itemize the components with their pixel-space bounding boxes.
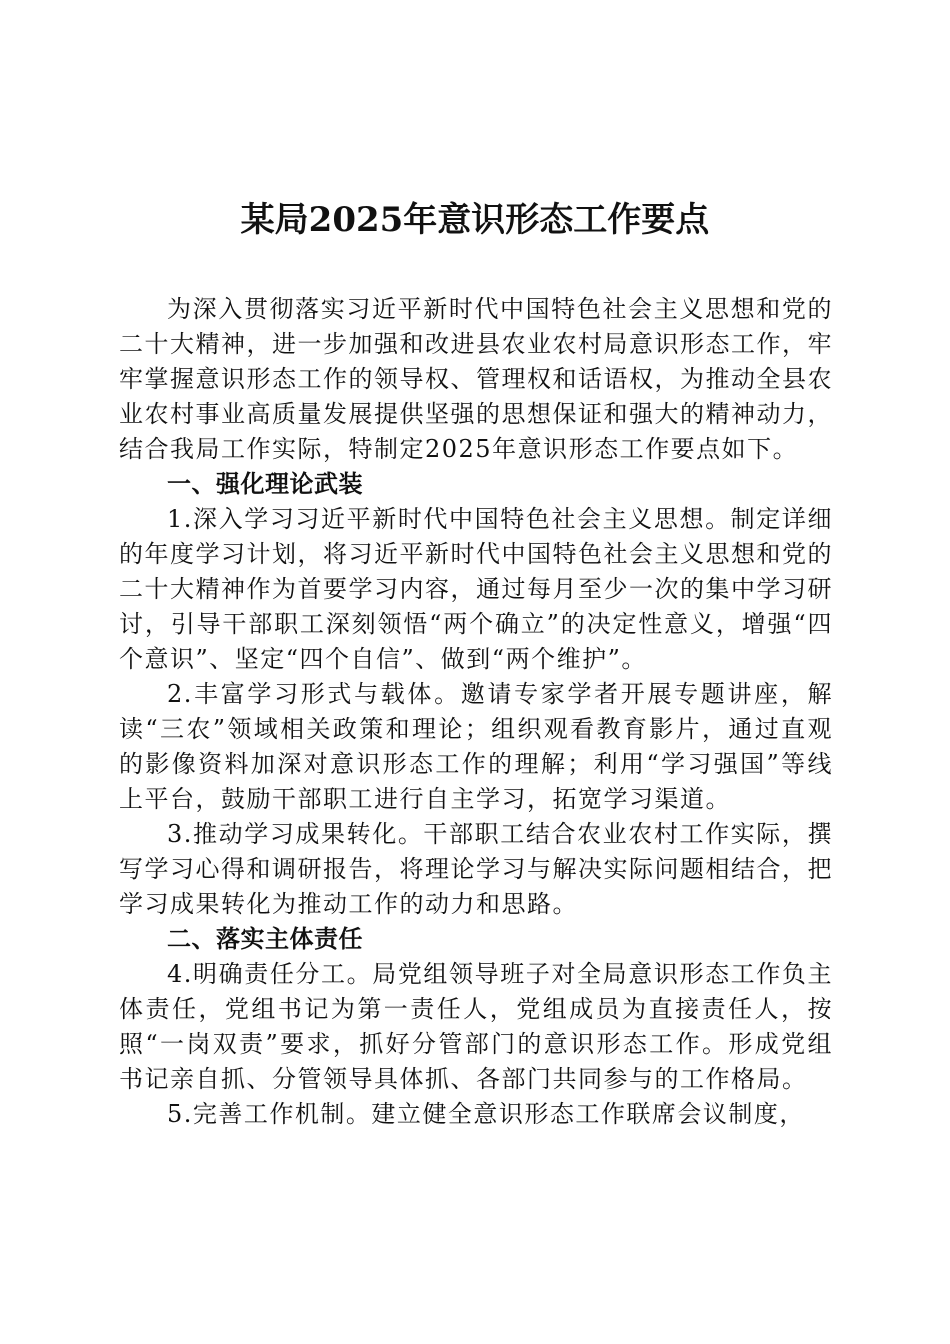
section1-item-3: 3.推动学习成果转化。干部职工结合农业农村工作实际，撰写学习心得和调研报告，将理论学习与解决实际问题相结合，把学习成果转化为推动工作的动力和思路。 (119, 820, 833, 918)
section1-item-2: 2.丰富学习形式与载体。邀请专家学者开展专题讲座，解读“三农”领域相关政策和理论；组织观看教育影片，通过直观的影像资料加深对意识形态工作的理解；利用“学习强国”等线上平台，鼓励干部职工进行自主学习，拓宽学习渠道。 (119, 680, 833, 813)
section-heading-2: 二、落实主体责任 (167, 925, 363, 953)
section-heading-1: 一、强化理论武装 (167, 470, 363, 498)
document-title: 某局2025年意识形态工作要点 (240, 200, 710, 240)
document-body (119, 292, 833, 1132)
section2-item-4: 4.明确责任分工。局党组领导班子对全局意识形态工作负主体责任，党组书记为第一责任人，党组成员为直接责任人，按照“一岗双责”要求，抓好分管部门的意识形态工作。形成党组书记亲自抓、分管领导具体抓、各部门共同参与的工作格局。 (119, 960, 833, 1093)
section2-item-5: 5.完善工作机制。建立健全意识形态工作联席会议制度， (167, 1100, 805, 1128)
intro-paragraph: 为深入贯彻落实习近平新时代中国特色社会主义思想和党的二十大精神，进一步加强和改进县农业农村局意识形态工作，牢牢掌握意识形态工作的领导权、管理权和话语权，为推动全县农业农村事业高质量发展提供坚强的思想保证和强大的精神动力，结合我局工作实际，特制定2025年意识形态工作要点如下。 (119, 295, 833, 463)
section1-item-1: 1.深入学习习近平新时代中国特色社会主义思想。制定详细的年度学习计划，将习近平新时代中国特色社会主义思想和党的二十大精神作为首要学习内容，通过每月至少一次的集中学习研讨，引导干部职工深刻领悟“两个确立”的决定性意义，增强“四个意识”、坚定“四个自信”、做到“两个维护”。 (119, 505, 833, 673)
